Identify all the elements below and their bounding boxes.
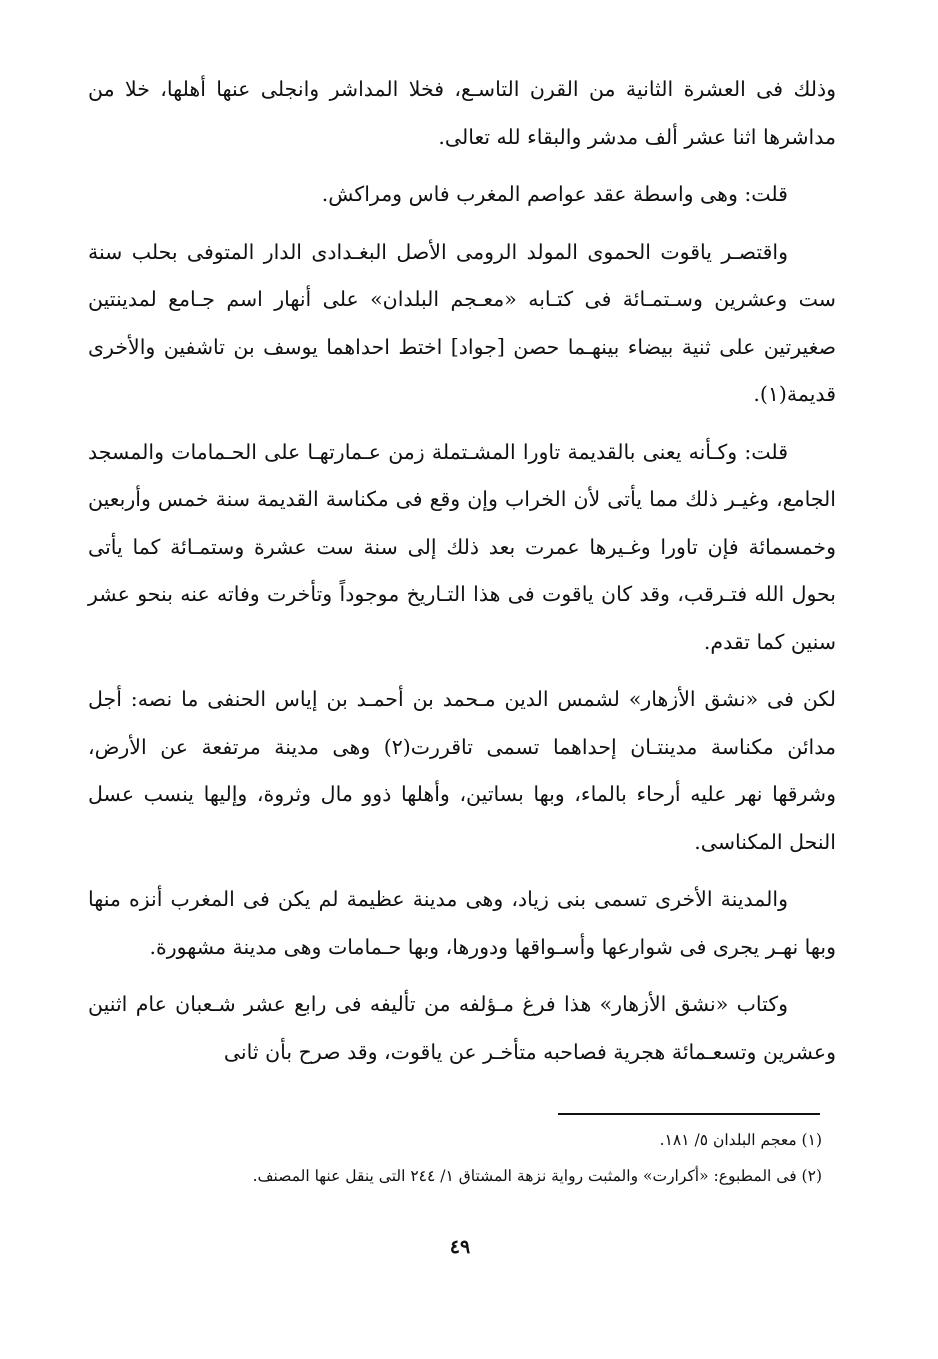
footnote-divider xyxy=(558,1113,820,1115)
footnotes xyxy=(120,1122,822,1194)
paragraph-4: قلت: وكـأنه يعنى بالقديمة تاورا المشـتملة زمن عـمارتهـا على الحـمامات والمسجد الجامع، وغيـر ذلك مما يأتى لأن الخراب وإن وقع فى مكناسة القديمة سنة خمس وأربعين وخمسمائة فإن تاورا وغـيرها عمرت بعد ذلك إلى سنة ست عشرة وستمـائة كما يأتى بحول الله فتـرقب، وقد كان ياقوت فى هذا التـاريخ موجوداً وتأخرت وفاته عنه بنحو عشر سنين كما تقدم. xyxy=(88,439,836,654)
main-text xyxy=(88,66,836,1076)
footnote-1: (١) معجم البلدان ٥/ ١٨١. xyxy=(659,1131,822,1149)
paragraph-5: لكن فى «نشق الأزهار» لشمس الدين مـحمد بن أحمـد بن إياس الحنفى ما نصه: أجل مدائن مكناسة مدينتـان إحداهما تسمى تاقررت(٢) وهى مدينة مرتفعة عن الأرض، وشرقها نهر عليه أرحاء بالماء، وبها بساتين، وأهلها ذوو مال وثروة، وإليها ينسب عسل النحل المكناسى. xyxy=(88,687,836,854)
page-number: ٤٩ xyxy=(449,1236,471,1258)
paragraph-1: وذلك فى العشرة الثانية من القرن التاسـع، فخلا المداشر وانجلى عنها أهلها، خلا من مداشرها اثنا عشر ألف مدشر والبقاء لله تعالى. xyxy=(88,77,836,149)
paragraph-2: قلت: وهى واسطة عقد عواصم المغرب فاس ومراكش. xyxy=(321,182,788,206)
paragraph-6: والمدينة الأخرى تسمى بنى زياد، وهى مدينة عظيمة لم يكن فى المغرب أنزه منها وبها نهـر يجرى فى شوارعها وأسـواقها ودورها، وبها حـمامات وهى مدينة مشهورة. xyxy=(88,887,836,959)
paragraph-7: وكتاب «نشق الأزهار» هذا فرغ مـؤلفه من تأليفه فى رابع عشر شـعبان عام اثنين وعشرين وتسعـمائة هجرية فصاحبه متأخـر عن ياقوت، وقد صرح بأن ثانى xyxy=(88,992,836,1064)
paragraph-3: واقتصـر ياقوت الحموى المولد الرومى الأصل البغـدادى الدار المتوفى بحلب سنة ست وعشرين وسـتمـائة فى كتـابه «معـجم البلدان» على أنهار اسم جـامع لمدينتين صغيرتين على ثنية بيضاء بينهـما حصن [جواد] اختط احداهما يوسف بن تاشفين والأخرى قديمة(١). xyxy=(88,239,836,406)
footnote-2: (٢) فى المطبوع: «أكرارت» والمثبت رواية نزهة المشتاق ١/ ٢٤٤ التى ينقل عنها المصنف. xyxy=(252,1167,822,1185)
